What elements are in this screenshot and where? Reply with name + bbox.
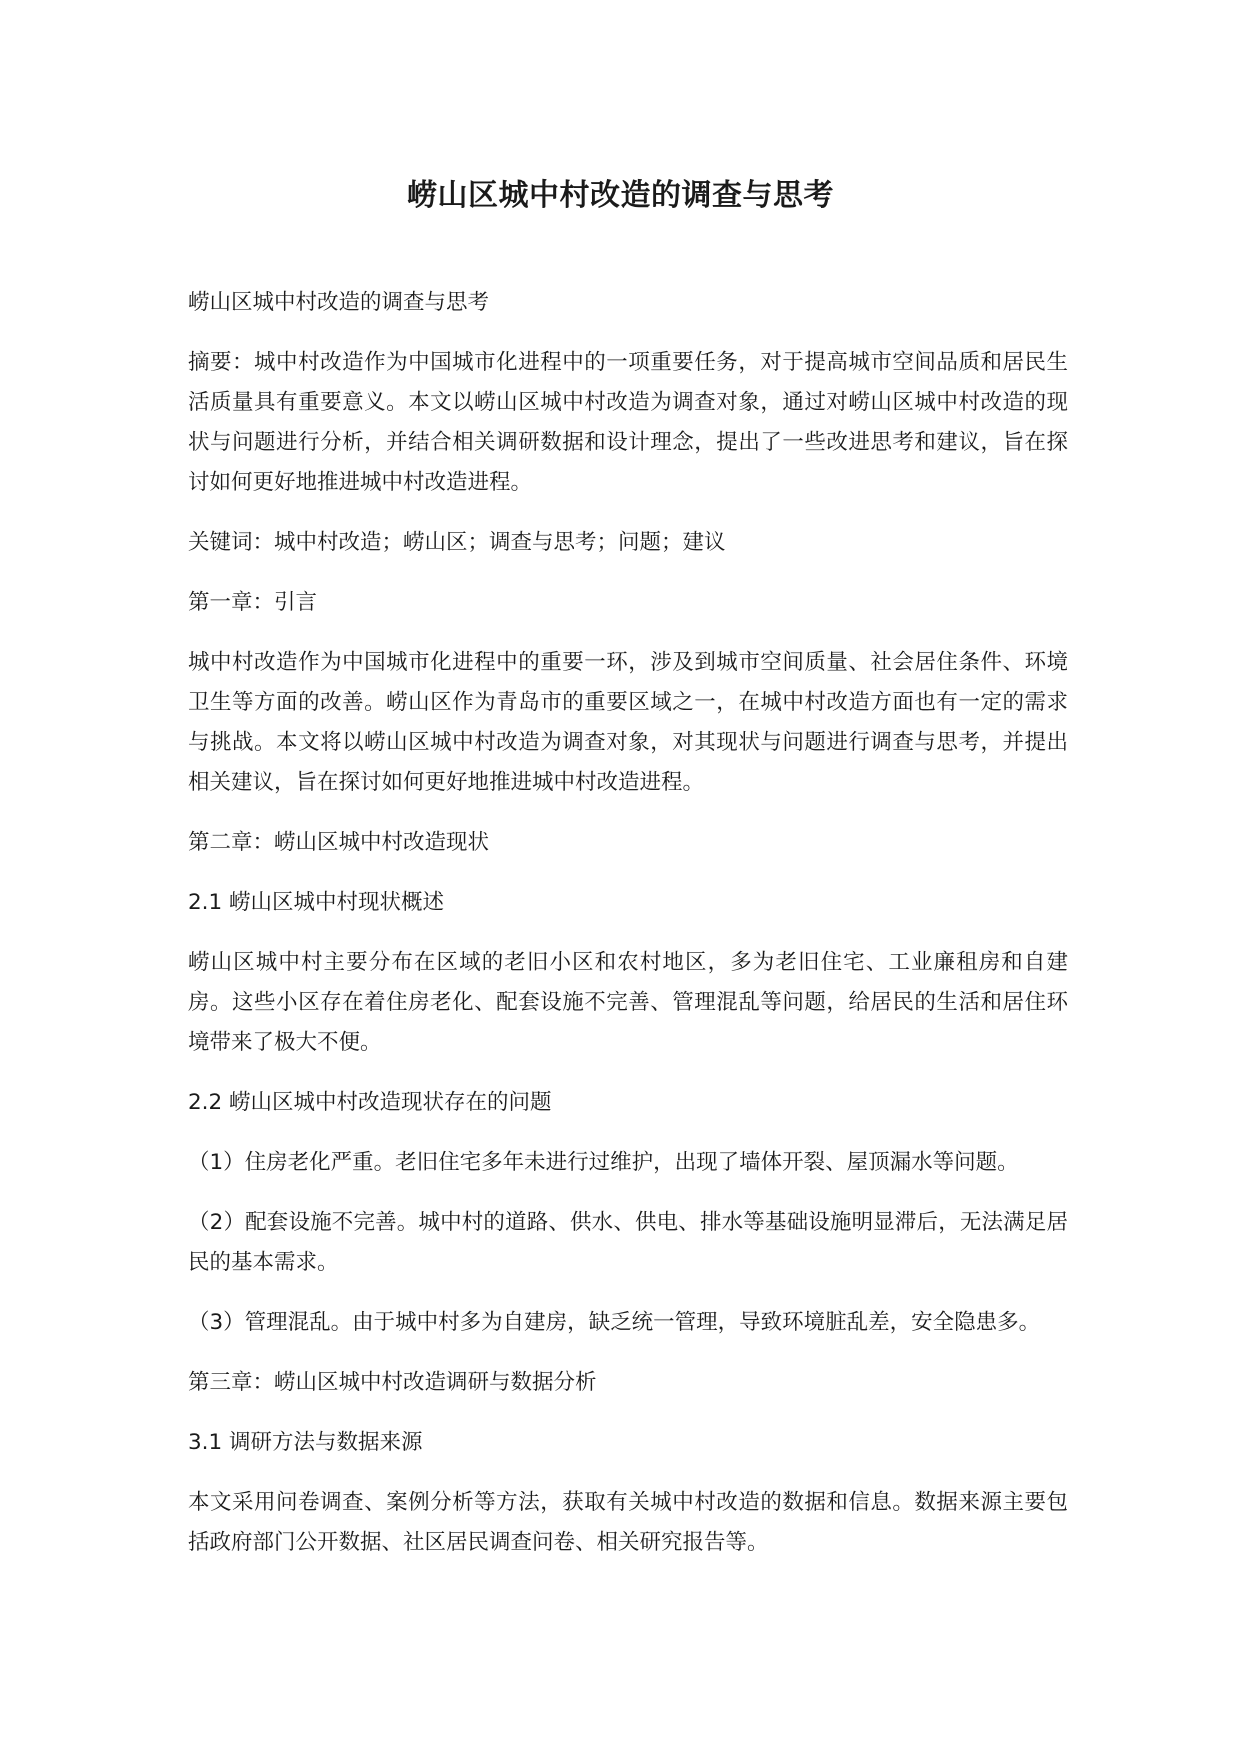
subtitle-line: 崂山区城中村改造的调查与思考 [188,290,490,315]
chapter-heading-3: 第三章：崂山区城中村改造调研与数据分析 [188,1370,597,1395]
problem-item-1: （1）住房老化严重。老旧住宅多年未进行过维护，出现了墙体开裂、屋顶漏水等问题。 [188,1150,1019,1175]
section-heading-2-2: 2.2 崂山区城中村改造现状存在的问题 [188,1090,552,1115]
document-body [188,283,1068,1583]
abstract-paragraph: 摘要：城中村改造作为中国城市化进程中的一项重要任务，对于提高城市空间品质和居民生活质量具有重要意义。本文以崂山区城中村改造为调查对象，通过对崂山区城中村改造的现状与问题进行分析，并结合相关调研数据和设计理念，提出了一些改进思考和建议，旨在探讨如何更好地推进城中村改造进程。 [188,350,1068,495]
overview-paragraph: 崂山区城中村主要分布在区域的老旧小区和农村地区，多为老旧住宅、工业廉租房和自建房。这些小区存在着住房老化、配套设施不完善、管理混乱等问题，给居民的生活和居住环境带来了极大不便。 [188,950,1068,1055]
section-heading-3-1: 3.1 调研方法与数据来源 [188,1430,423,1455]
document-title: 崂山区城中村改造的调查与思考 [407,178,834,213]
keywords-line: 关键词：城中村改造；崂山区；调查与思考；问题；建议 [188,530,726,555]
problem-item-3: （3）管理混乱。由于城中村多为自建房，缺乏统一管理，导致环境脏乱差，安全隐患多。 [188,1310,1041,1335]
intro-paragraph: 城中村改造作为中国城市化进程中的重要一环，涉及到城市空间质量、社会居住条件、环境卫生等方面的改善。崂山区作为青岛市的重要区域之一，在城中村改造方面也有一定的需求与挑战。本文将以崂山区城中村改造为调查对象，对其现状与问题进行调查与思考，并提出相关建议，旨在探讨如何更好地推进城中村改造进程。 [188,650,1068,795]
problem-item-2: （2）配套设施不完善。城中村的道路、供水、供电、排水等基础设施明显滞后，无法满足居民的基本需求。 [188,1210,1068,1275]
chapter-heading-2: 第二章：崂山区城中村改造现状 [188,830,490,855]
chapter-heading-1: 第一章：引言 [188,590,318,615]
section-heading-2-1: 2.1 崂山区城中村现状概述 [188,890,445,915]
methods-paragraph: 本文采用问卷调查、案例分析等方法，获取有关城中村改造的数据和信息。数据来源主要包括政府部门公开数据、社区居民调查问卷、相关研究报告等。 [188,1490,1068,1555]
